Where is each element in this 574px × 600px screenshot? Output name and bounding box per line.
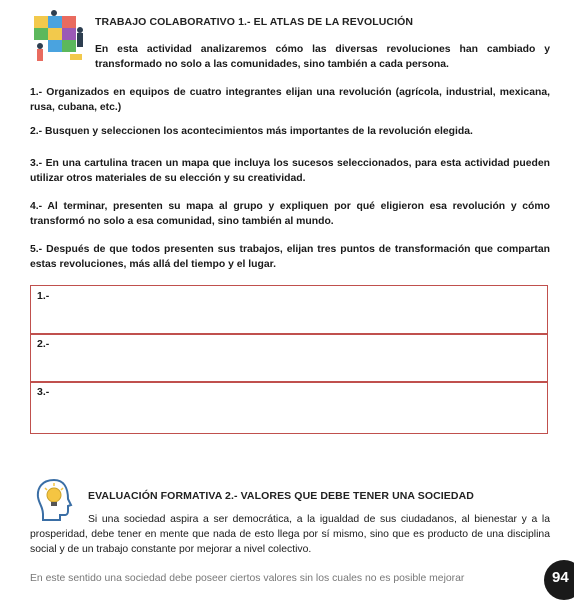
answer-box-3[interactable] xyxy=(30,381,548,434)
section2-title: EVALUACIÓN FORMATIVA 2.- VALORES QUE DEBE TENER UNA SOCIEDAD xyxy=(88,490,474,502)
step-3: 3.- En una cartulina tracen un mapa que incluya los sucesos seleccionados, para esta actividad pueden utilizar otros materiales de su elección y su creatividad. xyxy=(30,158,550,184)
answer-box-1-label: 1.- xyxy=(37,290,50,302)
answer-box-3-label: 3.- xyxy=(37,386,50,398)
teamwork-puzzle-illustration xyxy=(32,10,88,62)
section2-cut-line: En este sentido una sociedad debe poseer ciertos valores sin los cuales no es posible mejorar xyxy=(30,573,465,584)
step-2: 2.- Busquen y seleccionen los acontecimientos más importantes de la revolución elegida. xyxy=(30,126,473,137)
page-number-badge xyxy=(544,560,574,600)
step-4: 4.- Al terminar, presenten su mapa al grupo y expliquen por qué eligieron esa revolución y cómo transformó no solo a esa comunidad, sino también al mundo. xyxy=(30,201,550,227)
answer-box-2[interactable] xyxy=(30,333,548,383)
section2-intro: Si una sociedad aspira a ser democrática, a la igualdad de sus ciudadanos, al bienestar y a la prosperidad, debe tener en mente que nada de esto llega por sí mismo, sino que es producto de una disciplina social y de un trabajo constante por mejorar a nivel colectivo. xyxy=(30,514,550,555)
section1-title: TRABAJO COLABORATIVO 1.- EL ATLAS DE LA REVOLUCIÓN xyxy=(95,16,414,28)
section1-intro: En esta actividad analizaremos cómo las diversas revoluciones han cambiado y transformado no solo a las comunidades, sino también a cada persona. xyxy=(95,44,550,70)
step-5: 5.- Después de que todos presenten sus trabajos, elijan tres puntos de transformación que compartan estas revoluciones, más allá del tiempo y el lugar. xyxy=(30,244,550,270)
answer-box-1[interactable] xyxy=(30,285,548,335)
answer-box-2-label: 2.- xyxy=(37,338,50,350)
step-1: 1.- Organizados en equipos de cuatro integrantes elijan una revolución (agrícola, industrial, mexicana, rusa, cubana, etc.) xyxy=(30,87,550,113)
page-number: 94 xyxy=(552,569,569,586)
